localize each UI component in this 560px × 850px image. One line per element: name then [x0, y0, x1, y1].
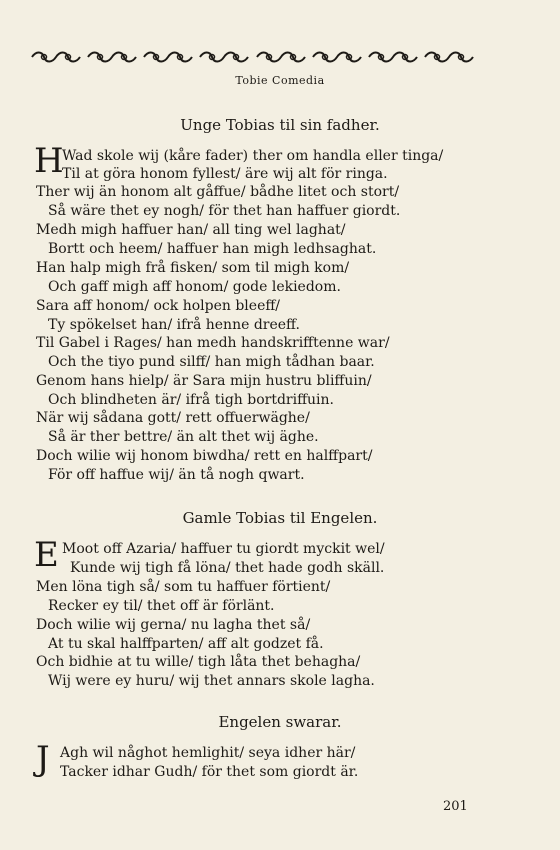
verse-line: At tu skal halffparten/ aff alt godzet få. [48, 636, 324, 652]
verse-line: När wij sådana gott/ rett offuerwäghe/ [36, 410, 310, 426]
verse-line: Tacker idhar Gudh/ för thet som giordt är. [60, 764, 359, 780]
verse-line: Genom hans hielp/ är Sara mijn hustru bliffuin/ [36, 373, 372, 389]
verse-line: Så är ther bettre/ än alt thet wij äghe. [48, 429, 319, 445]
verse-line: Och blindheten är/ ifrå tigh bortdriffuin. [48, 392, 334, 408]
verse-line: Kunde wij tigh få löna/ thet hade godh skäll. [70, 560, 385, 576]
verse-line: Han halp migh frå fisken/ som til migh kom/ [36, 260, 350, 276]
section-heading: Gamle Tobias til Engelen. [182, 509, 378, 527]
header-ornament [30, 50, 475, 64]
verse-line: Doch wilie wij honom biwdha/ rett en halffpart/ [36, 448, 373, 464]
verse-line: Doch wilie wij gerna/ nu lagha thet så/ [36, 617, 311, 633]
page-number: 201 [443, 799, 468, 814]
verse-line: Wad skole wij (kåre fader) ther om handla eller tinga/ [62, 148, 444, 164]
ornament-scroll-icon [423, 50, 475, 64]
ornament-scroll-icon [30, 50, 82, 64]
drop-cap: J [36, 739, 50, 779]
verse-line: Och bidhie at tu wille/ tigh låta thet behagha/ [36, 654, 361, 670]
ornament-scroll-icon [86, 50, 138, 64]
verse-line: Ty spökelset han/ ifrå henne dreeff. [48, 317, 300, 333]
drop-cap: E [34, 535, 59, 575]
verse-line: Recker ey til/ thet off är förlänt. [48, 598, 275, 614]
drop-cap: H [34, 141, 64, 181]
verse-line: Medh migh haffuer han/ all ting wel laghat/ [36, 222, 346, 238]
ornament-scroll-icon [142, 50, 194, 64]
verse-line: Til Gabel i Rages/ han medh handskrifftenne war/ [36, 335, 390, 351]
verse-line: Ther wij än honom alt gåffue/ bådhe litet och stort/ [36, 184, 400, 200]
verse-line: Agh wil någhot hemlighit/ seya idher här/ [60, 745, 356, 761]
verse-line: För off haffue wij/ än tå nogh qwart. [48, 467, 305, 483]
verse-line: Til at göra honom fyllest/ äre wij alt för ringa. [62, 166, 388, 182]
verse-line: Och gaff migh aff honom/ gode lekiedom. [48, 279, 341, 295]
verse-line: Moot off Azaria/ haffuer tu giordt myckit wel/ [62, 541, 385, 557]
verse-line: Bortt och heem/ haffuer han migh ledhsaghat. [48, 241, 377, 257]
verse-line: Så wäre thet ey nogh/ för thet han haffuer giordt. [48, 203, 401, 219]
ornament-scroll-icon [198, 50, 250, 64]
ornament-scroll-icon [255, 50, 307, 64]
running-head: Tobie Comedia [235, 74, 325, 87]
ornament-scroll-icon [311, 50, 363, 64]
verse-line: Sara aff honom/ ock holpen bleeff/ [36, 298, 281, 314]
section-heading: Unge Tobias til sin fadher. [180, 116, 380, 134]
verse-line: Wij were ey huru/ wij thet annars skole lagha. [48, 673, 375, 689]
section-heading: Engelen swarar. [218, 713, 342, 731]
verse-line: Och the tiyo pund silff/ han migh tådhan baar. [48, 354, 375, 370]
verse-line: Men löna tigh så/ som tu haffuer förtient/ [36, 579, 331, 595]
ornament-scroll-icon [367, 50, 419, 64]
